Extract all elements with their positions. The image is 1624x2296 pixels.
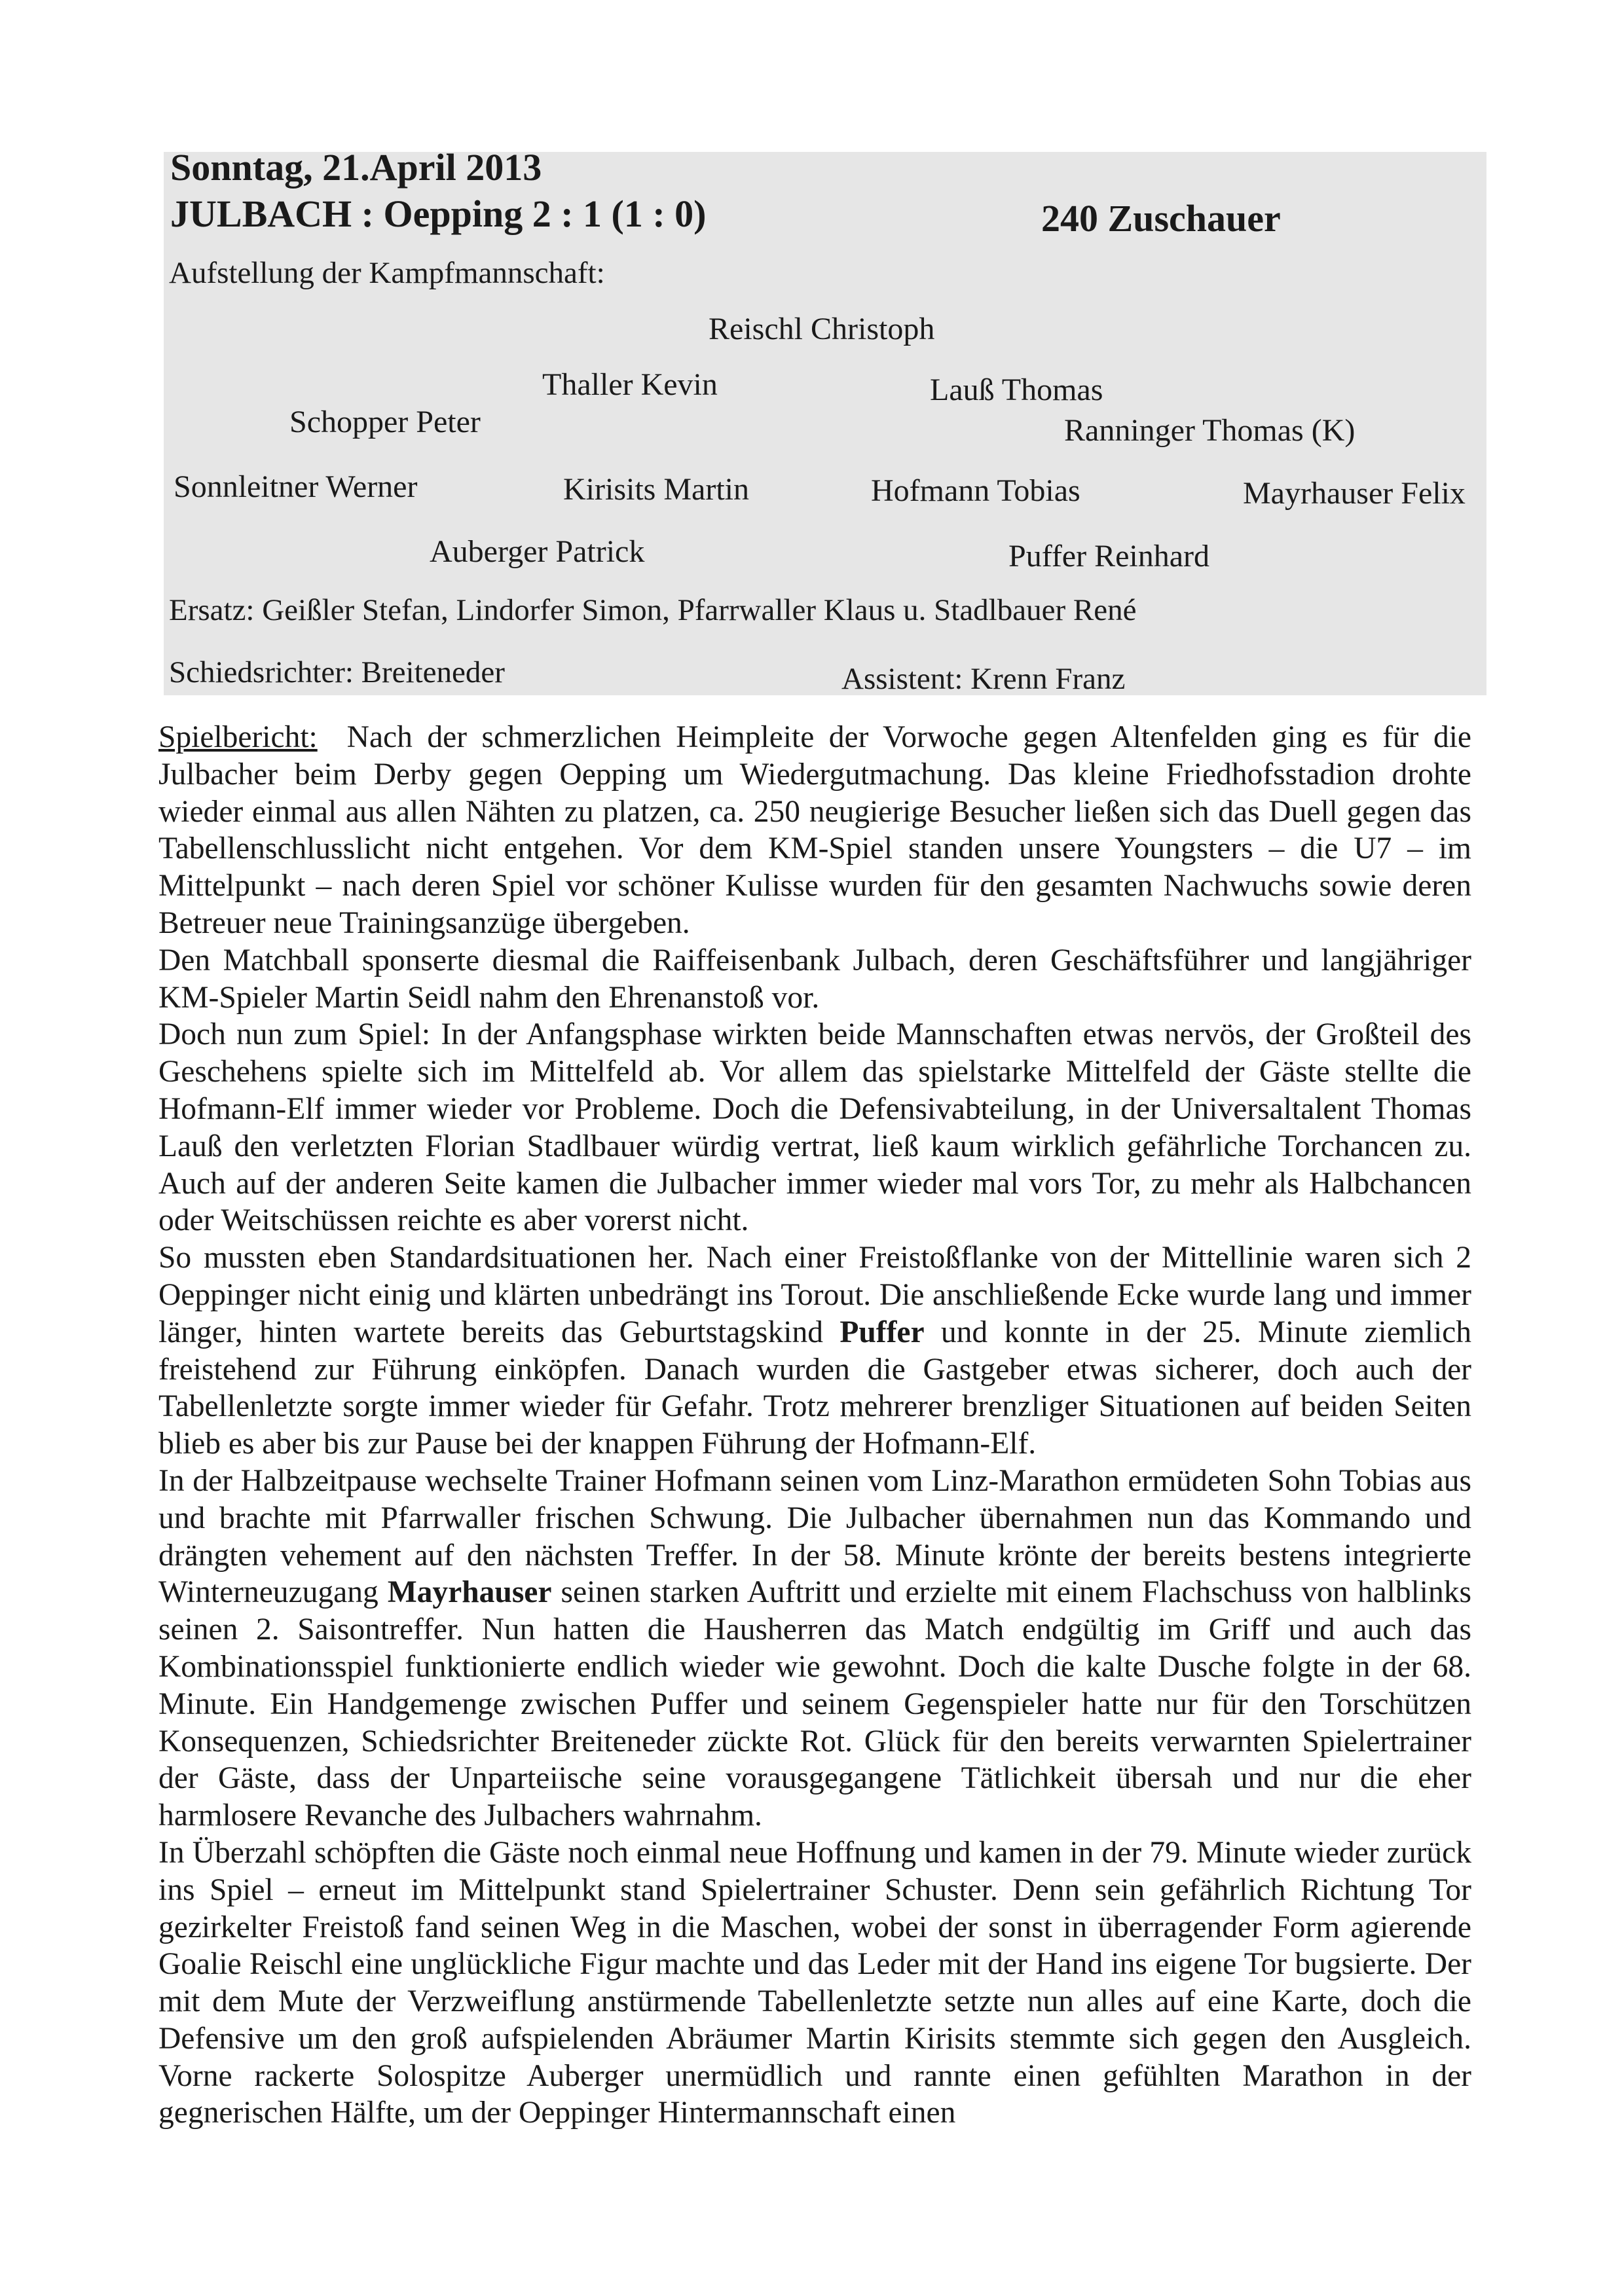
spectator-count: 240 Zuschauer [1041, 197, 1281, 240]
report-text: Nach der schmerzlichen Heimpleite der Vorwoche gegen Altenfelden ging es für die Julbacher beim Derby gegen Oepping um Wiedergutmachung. Das kleine Friedhofsstadion drohte wieder einmal aus allen Nähten zu platzen, ca. 250 neugierige Besucher ließen sich das Duell gegen das Tabellenschlusslicht nicht entgehen. Vor dem KM-Spiel standen unsere Youngsters – die U7 – im Mittelpunkt – nach deren Spiel vor schöner Kulisse wurden für den gesamten Nachwuchs sowie deren Betreuer neue Trainingsanzüge übergeben. [158, 720, 1471, 940]
player-auberger: Auberger Patrick [430, 534, 645, 569]
match-date: Sonntag, 21.April 2013 [170, 146, 542, 189]
player-schopper: Schopper Peter [289, 405, 481, 439]
report-text: und konnte in der 25. Minute ziemlich freistehend zur Führung einköpfen. Danach wurden die Gastgeber etwas sicherer, doch auch der Tabellenletzte sorgte immer wieder für Gefahr. Trotz mehrerer brenzliger Situationen auf beiden Seiten blieb es aber bis zur Pause bei der knappen Führung der Hofmann-Elf. [158, 1315, 1471, 1461]
lineup-label: Aufstellung der Kampfmannschaft: [169, 256, 605, 290]
player-thaller: Thaller Kevin [542, 367, 718, 402]
report-paragraph [158, 719, 1471, 942]
report-paragraph: In Überzahl schöpften die Gäste noch einmal neue Hoffnung und kamen in der 79. Minute wieder zurück ins Spiel – erneut im Mittelpunkt stand Spielertrainer Schuster. Denn sein gefährlich Richtung Tor gezirkelter Freistoß fand seinen Weg in die Maschen, wobei der sonst in überragender Form agierende Goalie Reischl eine unglückliche Figur machte und das Leder mit der Hand ins eigene Tor bugsierte. Der mit dem Mute der Verzweiflung anstürmende Tabellenletzte setzte nun alles auf eine Karte, doch die Defensive um den groß aufspielenden Abräumer Martin Kirisits stemmte sich gegen den Ausgleich. Vorne rackerte Solospitze Auberger unermüdlich und rannte einen gefühlten Marathon in der gegnerischen Hälfte, um der Oeppinger Hintermannschaft einen [158, 1835, 1471, 2130]
substitutes: Ersatz: Geißler Stefan, Lindorfer Simon, Pfarrwaller Klaus u. Stadlbauer René [169, 593, 1137, 627]
player-kirisits: Kirisits Martin [563, 472, 749, 507]
report-text: In der Halbzeitpause wechselte Trainer Hofmann seinen vom Linz-Marathon ermüdeten Sohn Tobias aus und brachte mit Pfarrwaller frischen Schwung. Die Julbacher übernahmen nun das Kommando und drängten vehement auf den nächsten Treffer. In der 58. Minute krönte der bereits bestens integrierte Winterneuzugang [158, 1463, 1471, 1610]
player-goalkeeper: Reischl Christoph [709, 312, 935, 346]
player-hofmann: Hofmann Tobias [871, 473, 1080, 508]
report-paragraph [158, 1239, 1471, 1463]
player-mayrhauser: Mayrhauser Felix [1243, 476, 1466, 511]
report-text: seinen starken Auftritt und erzielte mit einem Flachschuss von halblinks seinen 2. Saisontreffer. Nun hatten die Hausherren das Match endgültig im Griff und auch das Kombinationsspiel funktionierte endlich wieder wie gewohnt. Doch die kalte Dusche folgte in der 68. Minute. Ein Handgemenge zwischen Puffer und seinem Gegenspieler hatte nur für den Torschützen Konsequenzen, Schiedsrichter Breiteneder zückte Rot. Glück für den bereits verwarnten Spielertrainer der Gäste, dass der Unparteiische seine vorausgegangene Tätlichkeit übersah und nur die eher harmlosere Revanche des Julbachers wahrnahm. [158, 1575, 1471, 1833]
report-paragraph [158, 1463, 1471, 1834]
player-ranninger: Ranninger Thomas (K) [1064, 413, 1356, 448]
scorer-name: Puffer [840, 1315, 925, 1349]
scorer-name: Mayrhauser [387, 1575, 552, 1610]
player-sonnleitner: Sonnleitner Werner [174, 469, 418, 504]
match-report [158, 719, 1471, 2132]
assistant-referee: Assistent: Krenn Franz [841, 662, 1126, 696]
report-paragraph: Doch nun zum Spiel: In der Anfangsphase wirkten beide Mannschaften etwas nervös, der Großteil des Geschehens spielte sich im Mittelfeld ab. Vor allem das spielstarke Mittelfeld der Gäste stellte die Hofmann-Elf immer wieder vor Probleme. Doch die Defensivabteilung, in der Universaltalent Thomas Lauß den verletzten Florian Stadlbauer würdig vertrat, ließ kaum wirklich gefährliche Torchancen zu. Auch auf der anderen Seite kamen die Julbacher immer wieder mal vors Tor, zu mehr als Halbchancen oder Weitschüssen reichte es aber vorerst nicht. [158, 1017, 1471, 1238]
player-lauss: Lauß Thomas [930, 373, 1103, 407]
player-puffer: Puffer Reinhard [1008, 539, 1210, 574]
report-text: So mussten eben Standardsituationen her. Nach einer Freistoßflanke von der Mittellinie waren sich 2 Oeppinger nicht einig und klärten unbedrängt ins Torout. Die anschließende Ecke wurde lang und immer länger, hinten wartete bereits das Geburtstagskind [158, 1241, 1471, 1349]
referee: Schiedsrichter: Breiteneder [169, 655, 505, 689]
report-paragraph: Den Matchball sponserte diesmal die Raiffeisenbank Julbach, deren Geschäftsführer und langjähriger KM-Spieler Martin Seidl nahm den Ehrenanstoß vor. [158, 943, 1471, 1015]
match-result: JULBACH : Oepping 2 : 1 (1 : 0) [170, 192, 707, 235]
report-label: Spielbericht: [158, 720, 318, 754]
